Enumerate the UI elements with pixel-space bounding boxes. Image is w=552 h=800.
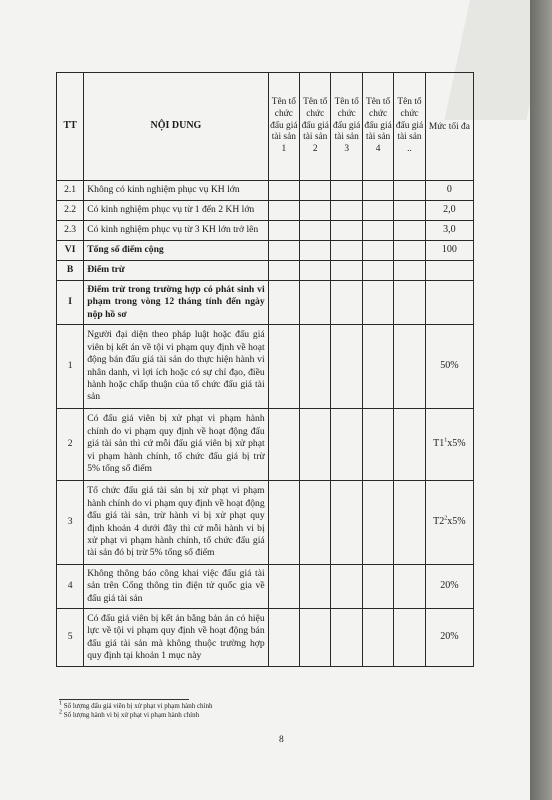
row-tt: VI — [57, 241, 84, 261]
row-tt: I — [57, 281, 84, 325]
page-edge-shadow — [530, 0, 552, 800]
table-row — [57, 481, 474, 565]
table-row — [57, 221, 474, 241]
table-header-row — [57, 73, 474, 181]
footnote-mark: 1 — [59, 700, 62, 707]
row-tt: 2.3 — [57, 221, 84, 241]
table-row — [57, 325, 474, 409]
row-content: Điểm trừ — [84, 261, 268, 281]
table-row — [57, 409, 474, 481]
row-content: Tổng số điểm cộng — [84, 241, 268, 261]
row-tt: 2.2 — [57, 201, 84, 221]
max-base: T1 — [433, 438, 445, 450]
table-row — [57, 181, 474, 201]
row-max: 20% — [425, 609, 473, 667]
footnote-text: Số lượng hành vi bị xử phạt vi phạm hành chính — [63, 711, 200, 719]
page-number: 8 — [279, 735, 284, 745]
row-max: 0 — [425, 181, 473, 201]
header-org-4: Tên tổ chức đấu giá tài sản 4 — [362, 73, 393, 181]
row-max: 3,0 — [425, 221, 473, 241]
max-base: T2 — [433, 516, 445, 528]
row-content: Điểm trừ trong trường hợp có phát sinh vi phạm trong vòng 12 tháng tính đến ngày nộp hồ sơ — [84, 281, 268, 325]
row-max: 2,0 — [425, 201, 473, 221]
header-noi-dung: NỘI DUNG — [84, 73, 268, 181]
row-content: Có kinh nghiệm phục vụ từ 3 KH lớn trở lên — [84, 221, 268, 241]
footnotes — [59, 702, 359, 720]
row-tt: 2.1 — [57, 181, 84, 201]
row-tt: 4 — [57, 565, 84, 609]
row-content: Người đại diện theo pháp luật hoặc đấu giá viên bị kết án về tội vi phạm quy định về hoạt động bán đấu giá tài sản do thực hiện hành vi nhân danh, vì lợi ích hoặc có sự chỉ đạo, điều hành hoặc chấp thuận của tổ chức đấu giá tài sản — [84, 325, 268, 409]
footnote-text: Số lượng đấu giá viên bị xử phạt vi phạm hành chính — [63, 702, 213, 710]
table-row — [57, 281, 474, 325]
header-org-5: Tên tổ chức đấu giá tài sản .. — [394, 73, 425, 181]
table-row — [57, 201, 474, 221]
footnote-item — [59, 702, 359, 711]
footnote-divider — [59, 699, 189, 700]
row-content: Có kinh nghiệm phục vụ từ 1 đến 2 KH lớn — [84, 201, 268, 221]
row-max: 100 — [425, 241, 473, 261]
row-content: Có đấu giá viên bị kết án bằng bản án có hiệu lực về tội vi phạm quy định về hoạt động bán đấu giá tài sản mà không thuộc trường hợp quy định tại khoản 1 mục này — [84, 609, 268, 667]
row-content: Có đấu giá viên bị xử phạt vi phạm hành chính do vi phạm quy định về hoạt động đấu giá tài sản thì cứ mỗi đấu giá viên bị xử phạt vi phạm hành chính, tổ chức đấu giá bị trừ 5% tổng số điểm — [84, 409, 268, 481]
max-tail: x5% — [447, 516, 466, 528]
row-tt: 5 — [57, 609, 84, 667]
header-tt: TT — [57, 73, 84, 181]
header-max: Mức tối đa — [425, 73, 473, 181]
footnote-mark: 2 — [59, 709, 62, 716]
table-row — [57, 609, 474, 667]
row-content: Tổ chức đấu giá tài sản bị xử phạt vi phạm hành chính do vi phạm quy định về hoạt động đấu giá tài sản, trừ hành vi bị xử phạt quy định khoản 4 dưới đây thì cứ mỗi hành vi bị xử phạt vi phạm hành chính, tổ chức đấu giá tài sản đó bị trừ 5% tổng số điểm — [84, 481, 268, 565]
footnote-item — [59, 711, 359, 720]
header-org-1: Tên tổ chức đấu giá tài sản 1 — [268, 73, 299, 181]
row-max — [425, 481, 473, 565]
row-tt: 2 — [57, 409, 84, 481]
row-max: 20% — [425, 565, 473, 609]
table-row — [57, 565, 474, 609]
header-org-3: Tên tổ chức đấu giá tài sản 3 — [331, 73, 362, 181]
row-tt: B — [57, 261, 84, 281]
scoring-table — [56, 72, 474, 667]
max-tail: x5% — [447, 438, 466, 450]
row-content: Không có kinh nghiệm phục vụ KH lớn — [84, 181, 268, 201]
row-max: 50% — [425, 325, 473, 409]
footnote-ref: 1 — [444, 437, 448, 444]
row-tt: 1 — [57, 325, 84, 409]
row-max — [425, 261, 473, 281]
row-max — [425, 409, 473, 481]
row-max — [425, 281, 473, 325]
table-row — [57, 241, 474, 261]
table-row — [57, 261, 474, 281]
row-tt: 3 — [57, 481, 84, 565]
header-org-2: Tên tổ chức đấu giá tài sản 2 — [300, 73, 331, 181]
row-content: Không thông báo công khai việc đấu giá tài sản trên Cổng thông tin điện tử quốc gia về đấu giá tài sản — [84, 565, 268, 609]
footnote-ref: 2 — [444, 515, 448, 522]
